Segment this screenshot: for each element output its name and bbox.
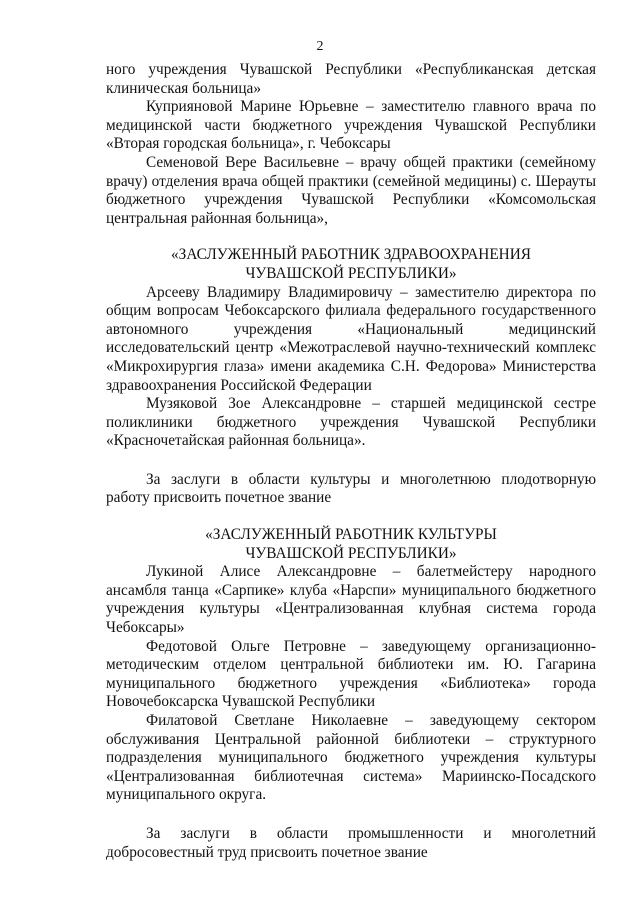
award-intro: За заслуги в области промышленности и многолетний добросовестный труд присвоить почетное звание <box>106 824 596 861</box>
document-body <box>106 61 596 862</box>
page-number: 2 <box>316 39 324 54</box>
continued-paragraph: ного учреждения Чувашской Республики «Республиканская детская клиническая больница» <box>106 61 596 97</box>
award-recipient: Филатовой Светлане Николаевне – заведующему сектором обслуживания Центральной районной библиотеки – структурного подразделения муниципального бюджетного учреждения культуры «Централизованная библиотечная система» Мариинско-Посадского муниципального округа. <box>106 712 596 804</box>
award-recipient: Семеновой Вере Васильевне – врачу общей практики (семейному врачу) отделения врача общей практики (семейной медицины) с. Шерауты бюджетного учреждения Чувашской Республики «Комсомольская центральная районная больница», <box>106 153 596 227</box>
award-recipient: Куприяновой Марине Юрьевне – заместителю главного врача по медицинской части бюджетного учреждения Чувашской Республики «Вторая городская больница», г. Чебоксары <box>106 98 596 153</box>
award-recipient: Музяковой Зое Александровне – старшей медицинской сестре поликлиники бюджетного учреждения Чувашской Республики «Красночетайская районная больница». <box>106 395 596 450</box>
award-recipient: Федотовой Ольге Петровне – заведующему организационно-методическим отделом центральной библиотеки им. Ю. Гагарина муниципального бюджетного учреждения «Библиотека» города Новочебоксарска Чувашской Республики <box>106 637 596 711</box>
section-heading-line: ЧУВАШСКОЙ РЕСПУБЛИКИ» <box>245 544 457 562</box>
award-recipient: Арсееву Владимиру Владимировичу – заместителю директора по общим вопросам Чебоксарского филиала федерального государственного автономного учреждения «Национальный медицинский исследовательский центр «Межотраслевой научно-технический комплекс «Микрохирургия глаза» имени академика С.Н. Федорова» Министерства здравоохранения Российской Федерации <box>106 283 596 394</box>
section-heading-line: ЧУВАШСКОЙ РЕСПУБЛИКИ» <box>245 264 457 282</box>
award-recipient: Лукиной Алисе Александровне – балетмейстеру народного ансамбля танца «Сарпике» клуба «Нарспи» муниципального бюджетного учреждения культуры «Централизованная клубная система города Чебоксары» <box>106 563 596 637</box>
section-heading-line: «ЗАСЛУЖЕННЫЙ РАБОТНИК КУЛЬТУРЫ <box>205 526 497 544</box>
section-heading-line: «ЗАСЛУЖЕННЫЙ РАБОТНИК ЗДРАВООХРАНЕНИЯ <box>171 246 531 264</box>
award-intro: За заслуги в области культуры и многолетнюю плодотворную работу присвоить почетное звание <box>106 470 596 507</box>
